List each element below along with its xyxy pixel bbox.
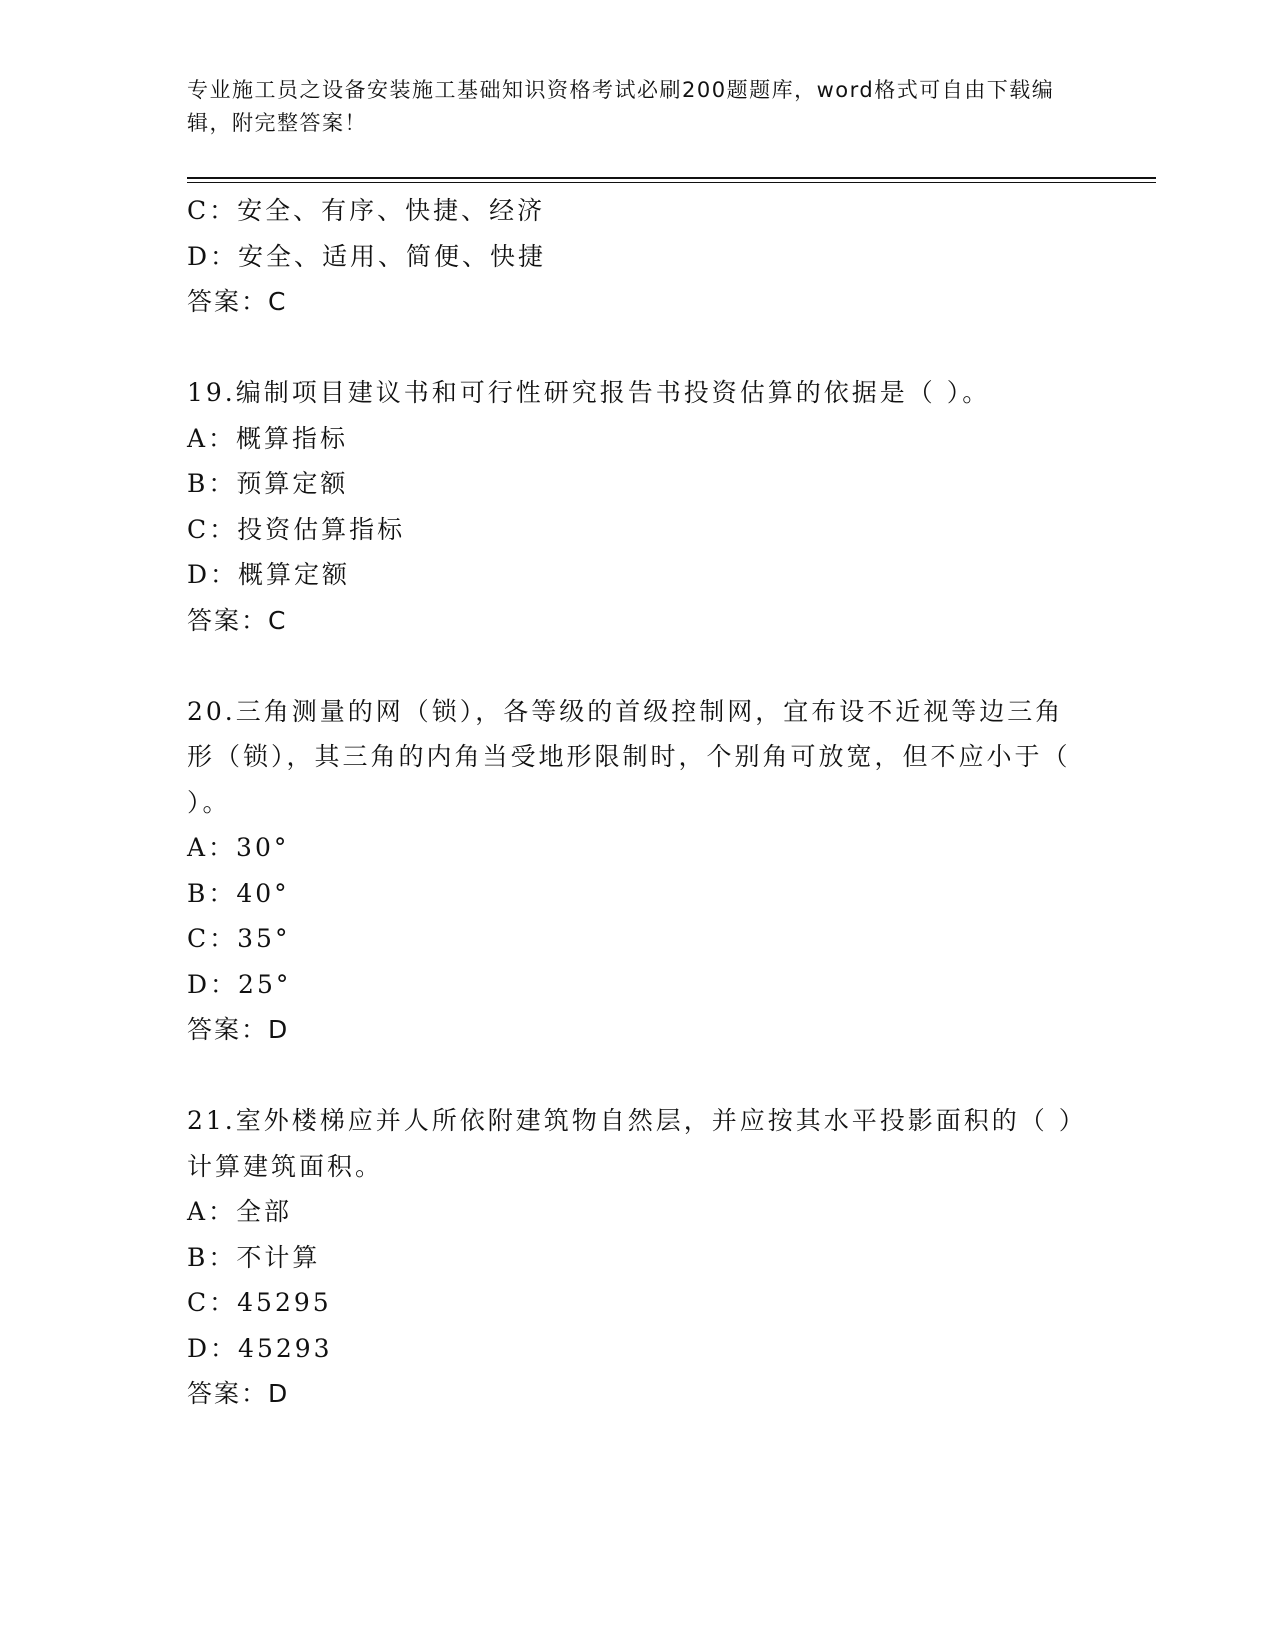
header-divider-thin	[187, 182, 1156, 183]
question-18-continued	[187, 188, 1087, 325]
option-a: A：30°	[187, 833, 290, 862]
answer: 答案：C	[187, 287, 288, 316]
option-c: C：投资估算指标	[187, 514, 406, 544]
question-stem: 19.编制项目建议书和可行性研究报告书投资估算的依据是（ ）。	[187, 378, 991, 407]
option-c: C：45295	[187, 1288, 332, 1317]
option-b: B：不计算	[187, 1242, 321, 1272]
option-a: A：概算指标	[187, 423, 349, 453]
document-header: 专业施工员之设备安装施工基础知识资格考试必刷200题题库，word格式可自由下载编辑，附完整答案！	[187, 78, 1055, 135]
answer: 答案：D	[187, 1379, 290, 1408]
question-20	[187, 689, 1087, 1053]
header-divider-thick	[187, 177, 1156, 179]
question-list	[187, 188, 1087, 1417]
question-19	[187, 370, 1087, 643]
question-stem: 20.三角测量的网（锁），各等级的首级控制网，宜布设不近视等边三角形（锁），其三角的内角当受地形限制时，个别角可放宽，但不应小于（ ）。	[187, 696, 1082, 817]
option-d: D：概算定额	[187, 560, 351, 589]
option-a: A：全部	[187, 1197, 293, 1226]
question-stem: 21.室外楼梯应并人所依附建筑物自然层，并应按其水平投影面积的（ ）计算建筑面积。	[187, 1106, 1087, 1181]
option-c: C：安全、有序、快捷、经济	[187, 196, 546, 225]
option-d: D：25°	[187, 969, 292, 999]
answer: 答案：C	[187, 605, 288, 635]
option-c: C：35°	[187, 924, 291, 953]
spacer	[187, 643, 1087, 689]
spacer	[187, 1053, 1087, 1099]
option-b: B：40°	[187, 878, 290, 908]
option-b: B：预算定额	[187, 469, 349, 498]
question-21	[187, 1098, 1087, 1417]
option-d: D：45293	[187, 1333, 333, 1363]
spacer	[187, 325, 1087, 371]
option-d: D：安全、适用、简便、快捷	[187, 241, 547, 271]
answer: 答案：D	[187, 1015, 290, 1044]
